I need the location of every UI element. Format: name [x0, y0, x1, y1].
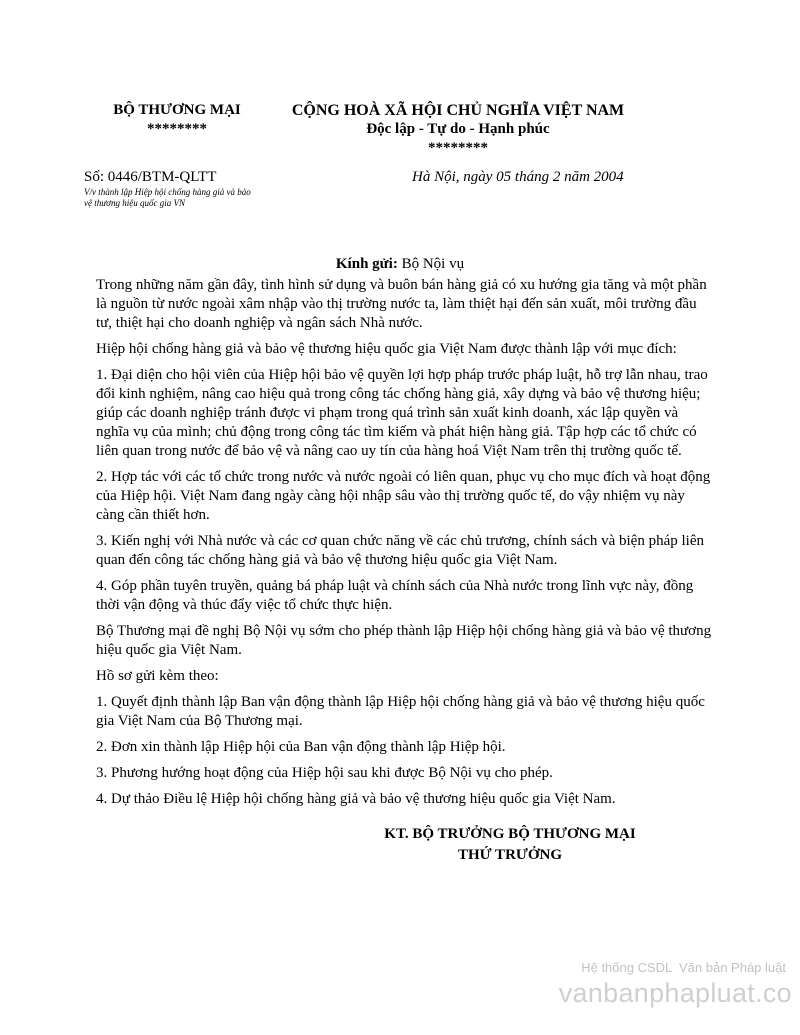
signature-role: THỨ TRƯỞNG	[457, 847, 563, 863]
body-paragraph: 3. Kiến nghị với Nhà nước và các cơ quan chức năng về các chủ trương, chính sách và biện pháp liên quan đến công tác chống hàng giả và bảo vệ thương hiệu quốc gia Việt Nam.	[96, 533, 704, 568]
signature-title: KT. BỘ TRƯỞNG BỘ THƯƠNG MẠI	[384, 826, 636, 842]
body-paragraph: 4. Dự thảo Điều lệ Hiệp hội chống hàng giả và bảo vệ thương hiệu quốc gia Việt Nam.	[96, 791, 616, 807]
motto-stars: ********	[428, 140, 488, 156]
body-paragraph: Hồ sơ gửi kèm theo:	[96, 668, 219, 684]
body-paragraph: 3. Phương hướng hoạt động của Hiệp hội sau khi được Bộ Nội vụ cho phép.	[96, 765, 553, 781]
ministry-stars: ********	[147, 121, 207, 137]
body-paragraph: 4. Góp phần tuyên truyền, quảng bá pháp luật và chính sách của Nhà nước trong lĩnh vực này, đồng thời vận động và thúc đẩy việc tổ chức thực hiện.	[96, 578, 694, 613]
nation-name: CỘNG HOÀ XÃ HỘI CHỦ NGHĨA VIỆT NAM	[291, 102, 625, 119]
body-paragraph: 1. Quyết định thành lập Ban vận động thành lập Hiệp hội chống hàng giả và bảo vệ thương hiệu quốc gia Việt Nam của Bộ Thương mại.	[96, 694, 705, 729]
document-date: Hà Nội, ngày 05 tháng 2 năm 2004	[412, 169, 624, 185]
national-header	[278, 101, 638, 158]
ministry-name: BỘ THƯƠNG MẠI	[113, 102, 241, 118]
document-subject: V/v thành lập Hiệp hội chống hàng giả và bảo vệ thương hiệu quốc gia VN	[84, 187, 251, 208]
body-paragraph: 2. Đơn xin thành lập Hiệp hội của Ban vận động thành lập Hiệp hội.	[96, 739, 506, 755]
ministry-header	[92, 101, 262, 139]
signature-block	[350, 824, 670, 866]
body-paragraph: Bộ Thương mại đề nghị Bộ Nội vụ sớm cho phép thành lập Hiệp hội chống hàng giả và bảo vệ thương hiệu quốc gia Việt Nam.	[96, 623, 712, 658]
body-paragraph: 1. Đại diện cho hội viên của Hiệp hội bảo vệ quyền lợi hợp pháp trước pháp luật, hỗ trợ lẫn nhau, trao đổi kinh nghiệm, nâng cao hiệu quả trong công tác chống hàng giả, xây dựng và bảo vệ thương hiệu; giúp các doanh nghiệp tránh được vi phạm trong quá trình sản xuất kinh doanh, xác lập quyền và nghĩa vụ của mình; chủ động trong công tác tìm kiếm và phát hiện hàng giả. Tập hợp các tổ chức có liên quan trong nước để bảo vệ và nâng cao uy tín của hàng hoá Việt Nam trên thị trường quốc tế.	[96, 367, 708, 459]
watermark-caption: Hệ thống CSDL Văn bản Pháp luật	[581, 960, 786, 975]
document-number: Số: 0446/BTM-QLTT	[84, 169, 217, 185]
recipient-name: Bộ Nội vụ	[397, 256, 465, 272]
recipient-label: Kính gửi:	[335, 256, 398, 272]
recipient-line	[0, 256, 800, 273]
body-paragraph: 2. Hợp tác với các tổ chức trong nước và nước ngoài có liên quan, phục vụ cho mục đích và hoạt động của Hiệp hội. Việt Nam đang ngày càng hội nhập sâu vào thị trường quốc tế, do vậy nhiệm vụ này càng cần thiết hơn.	[96, 469, 711, 523]
body-paragraph: Hiệp hội chống hàng giả và bảo vệ thương hiệu quốc gia Việt Nam được thành lập với mục đích:	[96, 341, 677, 357]
motto: Độc lập - Tự do - Hạnh phúc	[366, 121, 550, 137]
body-paragraph: Trong những năm gần đây, tình hình sử dụng và buôn bán hàng giả có xu hướng gia tăng và một phần là nguồn từ nước ngoài xâm nhập vào thị trường nước ta, làm thiệt hại đến sản xuất, môi trường đầu tư, thiệt hại cho doanh nghiệp và ngân sách Nhà nước.	[96, 277, 707, 331]
watermark-site: vanbanphapluat.co	[558, 978, 792, 1008]
document-body	[96, 276, 714, 816]
